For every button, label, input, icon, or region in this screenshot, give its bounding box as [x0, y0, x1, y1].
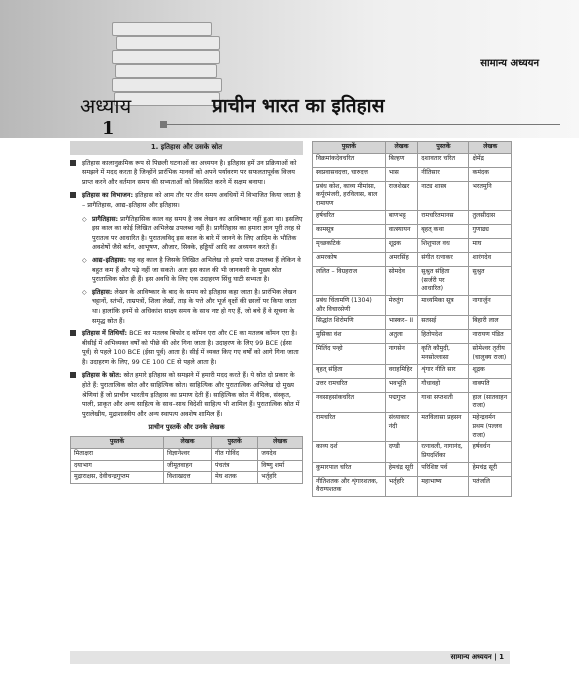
table-cell: काव्य दर्श [313, 442, 386, 462]
paragraph-division: इतिहास का विभाजन: इतिहास को आम तौर पर तीन समय अवधियों में विभाजित किया जाता है – प्रागैतिहास, आद्य–इतिहास और इतिहास। [70, 191, 303, 210]
table-cell: कुमारपाल चरित [313, 462, 386, 476]
paragraph-sources: इतिहास के स्रोत: स्रोत हमारे इतिहास को समझने में हमारी मदद करते हैं। ये स्रोत दो प्रकार के होते हैं: पुरातात्विक स्रोत और साहित्यिक स्रोत। साहित्यिक और पुरातात्विक अभिलेख दो मुख्य श्रेणियां हैं जो प्राचीन भारतीय इतिहास का प्रमाण देती हैं। साहित्यिक स्रोत में वैदिक, संस्कृत, पाली, प्राकृत और अन्य साहित्य के साथ–साथ विदेशी साहित्य भी शामिल हैं। पुरातात्विक स्रोत में पुरालेखीय, मुद्राशास्त्रीय और अन्य स्थापत्य अवशेष शामिल हैं। [70, 371, 303, 419]
table-cell: नीतिशतक और शृंगारशतक, वैराग्यशतक [313, 476, 386, 496]
table-cell: नारायण पंडित [469, 330, 512, 344]
bullet-icon [70, 160, 76, 166]
table-row [313, 224, 512, 238]
table-cell: गाथा सप्तशती [418, 392, 469, 412]
table-row [313, 153, 512, 167]
table-cell: बाणभट्ट [385, 210, 418, 224]
table-cell: कृति कौमुदी, मनसोल्लासा [418, 344, 469, 364]
table-row [71, 472, 303, 484]
table-cell: मिलिंद पन्हो [313, 344, 386, 364]
table-cell: भरतमुनि [469, 181, 512, 210]
table-cell: प्रबंध कोश, काव्य मीमांसा, कर्पूरमंजरी, हरविलास, बाल रामायण [313, 181, 386, 210]
table-cell: प्रबंध चिंतामणि (1304) और विचारसेणी [313, 295, 386, 315]
table-cell: कामसूत्र [313, 224, 386, 238]
table-cell: हर्षचरित [313, 210, 386, 224]
table-cell: अतुला [385, 330, 418, 344]
chapter-label: अध्याय [80, 94, 132, 118]
table-cell: जीमूतवाहन [164, 460, 212, 472]
table-row [71, 460, 303, 472]
table-header-cell: लेखक [469, 142, 512, 154]
table-cell: सुश्रुत संहिता (सर्जरी पर आधारित) [418, 266, 469, 295]
table-cell: नाट्य शास्त्र [418, 181, 469, 210]
table-cell: भास्कर– II [385, 316, 418, 330]
table-header-cell: पुस्तकें [212, 437, 258, 449]
table-cell: संगीत रत्नाकर [418, 252, 469, 266]
table-cell: मिताक्षरा [71, 448, 164, 460]
table-row [313, 330, 512, 344]
table-cell: वराहमिहिर [385, 364, 418, 378]
paragraph-dates: इतिहास में तिथियाँ: BCE का मतलब बिफोर द कॉमन एरा और CE का मतलब कॉमन एरा है। बीसीई में अभिव्यक्त वर्षों को पीछे की ओर गिना जाता है। उदाहरण के लिए 99 BCE (ईसा पूर्व) से पहले 100 BCE (ईसा पूर्व) आता है। सीई में व्यक्त किए गए वर्षों को आगे गिना जाता है। उदाहरण के लिए, 99 CE 100 CE से पहले आता है। [70, 329, 303, 367]
table-header-cell: पुस्तकें [313, 142, 386, 154]
table-cell: अमरसिंह [385, 252, 418, 266]
table-row [71, 448, 303, 460]
left-books-table [70, 436, 303, 484]
table-cell: हितोपदेश [418, 330, 469, 344]
table-cell: भास [385, 167, 418, 181]
table-header-cell: पुस्तकें [71, 437, 164, 449]
table-cell: विशाखदत्त [164, 472, 212, 484]
table-cell: सतसई [418, 316, 469, 330]
right-column [312, 141, 512, 497]
table-cell: शृंगार नीति सार [418, 364, 469, 378]
table-cell: क्षेमेंद्र [469, 153, 512, 167]
bullet-icon [70, 372, 76, 378]
table-cell: मतविलासा प्रहसन [418, 413, 469, 442]
bullet-icon [70, 192, 76, 198]
footer-bar [70, 651, 510, 664]
table-header-cell: लेखक [385, 142, 418, 154]
table-cell: हेमचंद्र सूरी [385, 462, 418, 476]
table-cell: वाक्पति [469, 378, 512, 392]
table-header-cell: लेखक [164, 437, 212, 449]
table-cell: सोमदेव [385, 266, 418, 295]
table-cell: भर्तृहरि [385, 476, 418, 496]
table-row [313, 316, 512, 330]
subpoint-protohistory: ◇ आद्य–इतिहास: यह वह काल है जिसके लिखित अभिलेख तो हमारे पास उपलब्ध हैं लेकिन वे बहुत कम हैं और पढ़े नहीं जा सकते। अतः इस काल की भी जानकारी के मुख्य स्रोत पुरातात्विक स्रोत ही हैं। इस अवधि के लिए एक उदाहरण सिंधु घाटी सभ्यता है। [82, 255, 301, 284]
table-cell: शारंगदेव [469, 252, 512, 266]
table-cell: हाल (सातवाहन राजा) [469, 392, 512, 412]
table-header-cell: पुस्तकें [418, 142, 469, 154]
left-table-title: प्राचीन पुस्तकें और उनके लेखक [148, 423, 225, 432]
table-cell: मुद्राराक्षस, देवीचन्द्रगुप्तम [71, 472, 164, 484]
table-row [313, 344, 512, 364]
table-cell: नवसाहसांकचरित [313, 392, 386, 412]
table-row [313, 462, 512, 476]
section-heading: 1. इतिहास और उसके स्रोत [70, 141, 303, 155]
table-cell: संध्याकार नंदी [385, 413, 418, 442]
table-row [313, 238, 512, 252]
table-cell: मुसिका वंश [313, 330, 386, 344]
table-row [313, 252, 512, 266]
table-cell: सोमेश्वर तृतीय (चालुक्य राजा) [469, 344, 512, 364]
table-row [313, 210, 512, 224]
table-header-row [313, 142, 512, 154]
table-cell: गीत गोविंद [212, 448, 258, 460]
table-cell: दयाभाग [71, 460, 164, 472]
table-cell: रामचरितमानस [418, 210, 469, 224]
table-row [313, 476, 512, 496]
table-cell: महेन्द्रवर्मन प्रथम (पल्लव राजा) [469, 413, 512, 442]
table-cell: महाभाष्य [418, 476, 469, 496]
table-cell: मेरुतुंग [385, 295, 418, 315]
table-cell: उत्तर रामचरित [313, 378, 386, 392]
table-cell: हर्षवर्धन [469, 442, 512, 462]
table-cell: भवभूति [385, 378, 418, 392]
table-cell: नागार्जुन [469, 295, 512, 315]
table-cell: माघ [469, 238, 512, 252]
table-cell: वात्स्यायन [385, 224, 418, 238]
table-cell: बृहत् कथा [418, 224, 469, 238]
header-category: सामान्य अध्ययन [480, 58, 539, 69]
table-row [313, 392, 512, 412]
table-cell: कमंदक [469, 167, 512, 181]
table-cell: दशावतार चरित [418, 153, 469, 167]
table-cell: परिशिष्ट पर्व [418, 462, 469, 476]
table-cell: पंचतंत्र [212, 460, 258, 472]
table-cell: शूद्रक [385, 238, 418, 252]
table-cell: बृहत् संहिता [313, 364, 386, 378]
table-cell: गुणाढ्य [469, 224, 512, 238]
diamond-bullet-icon: ◇ [82, 256, 87, 264]
subpoint-history: ◇ इतिहास: लेखन के आविष्कार के बाद के समय को इतिहास कहा जाता है। प्रारंभिक लेखन चट्टानों, स्तंभों, ताम्रपत्रों, शिला लेखों, ताड़ के पत्ते और भूर्ज वृक्षों की छालों पर किया जाता था। हालांकि इनमें से अधिकांश साक्ष्य समय के साथ नष्ट हो गए हैं, जो बचे हैं वे सूचना के समृद्ध स्रोत हैं। [82, 287, 297, 325]
table-cell: शूद्रक [469, 364, 512, 378]
chapter-title: प्राचीन भारत का इतिहास [212, 95, 385, 117]
table-cell: गौधावहो [418, 378, 469, 392]
table-row [313, 295, 512, 315]
title-rule [165, 124, 560, 125]
table-row [313, 266, 512, 295]
subpoint-prehistory: ◇ प्रागैतिहास: प्रागैतिहासिक काल वह समय है जब लेखन का आविष्कार नहीं हुआ था। इसलिए इस काल का कोई लिखित अभिलेख उपलब्ध नहीं है। प्रागैतिहास का हमारा ज्ञान पूरी तरह से पुरातत्व पर आधारित है। पुरातत्वविद् इस काल के बारे में जानने के लिए आदिम के भौतिक अवशेषों जैसे बर्तन, आभूषण, औजार, सिक्के, हड्डियाँ आदि का अध्ययन करते हैं। [82, 214, 303, 252]
table-cell: माध्यमिका सूत्र [418, 295, 469, 315]
table-cell: बिल्हण [385, 153, 418, 167]
table-row [313, 413, 512, 442]
diamond-bullet-icon: ◇ [82, 288, 87, 296]
table-row [313, 364, 512, 378]
table-cell: हेमचंद्र सूरी [469, 462, 512, 476]
table-cell: रत्नावली, नागानंद, प्रियदर्शिका [418, 442, 469, 462]
right-books-table [312, 141, 512, 497]
diamond-bullet-icon: ◇ [82, 215, 87, 223]
table-cell: पतंजलि [469, 476, 512, 496]
table-cell: सिद्धांत शिरोमणि [313, 316, 386, 330]
table-row [313, 167, 512, 181]
table-row [313, 442, 512, 462]
table-cell: सुश्रुत [469, 266, 512, 295]
bullet-icon [70, 330, 76, 336]
table-cell: रामचरित [313, 413, 386, 442]
header-banner [0, 0, 579, 138]
table-cell: अमरकोष [313, 252, 386, 266]
table-cell: तुलसीदास [469, 210, 512, 224]
table-row [313, 378, 512, 392]
table-cell: विज्ञानेश्वर [164, 448, 212, 460]
left-column [70, 141, 303, 484]
table-cell: दण्डी [385, 442, 418, 462]
table-cell: मेघ शतक [212, 472, 258, 484]
chapter-number: 1 [102, 118, 115, 139]
table-cell: पद्मगुप्त [385, 392, 418, 412]
table-cell: विष्णु शर्मा [258, 460, 303, 472]
paragraph-intro: इतिहास कालानुक्रमिक रूप से पिछली घटनाओं का अध्ययन है। इतिहास हमें उन प्रक्रियाओं को समझने में मदद करता है जिन्होंने प्रारंभिक मानवों को अपने पर्यावरण पर सफलतापूर्वक विजय प्राप्त करने और वर्तमान समय की सभ्यताओं को विकसित करने में सक्षम बनाया। [70, 159, 303, 188]
table-cell: विक्रमांकदेवचरित [313, 153, 386, 167]
table-header-cell: लेखक [258, 437, 303, 449]
table-cell: नीतिसार [418, 167, 469, 181]
table-cell: शिशुपाल वध [418, 238, 469, 252]
table-cell: नागसेन [385, 344, 418, 364]
table-header-row [71, 437, 303, 449]
table-cell: ललित – विग्रहराज [313, 266, 386, 295]
table-cell: स्वप्नवासवदत्ता, चारुदत्त [313, 167, 386, 181]
table-cell: मृच्छकटिकं [313, 238, 386, 252]
table-cell: बिहारी लाल [469, 316, 512, 330]
table-cell: जयदेव [258, 448, 303, 460]
table-cell: राजशेखर [385, 181, 418, 210]
table-row [313, 181, 512, 210]
footer-page-label: सामान्य अध्ययन | 1 [450, 653, 504, 661]
table-cell: भर्तृहरि [258, 472, 303, 484]
